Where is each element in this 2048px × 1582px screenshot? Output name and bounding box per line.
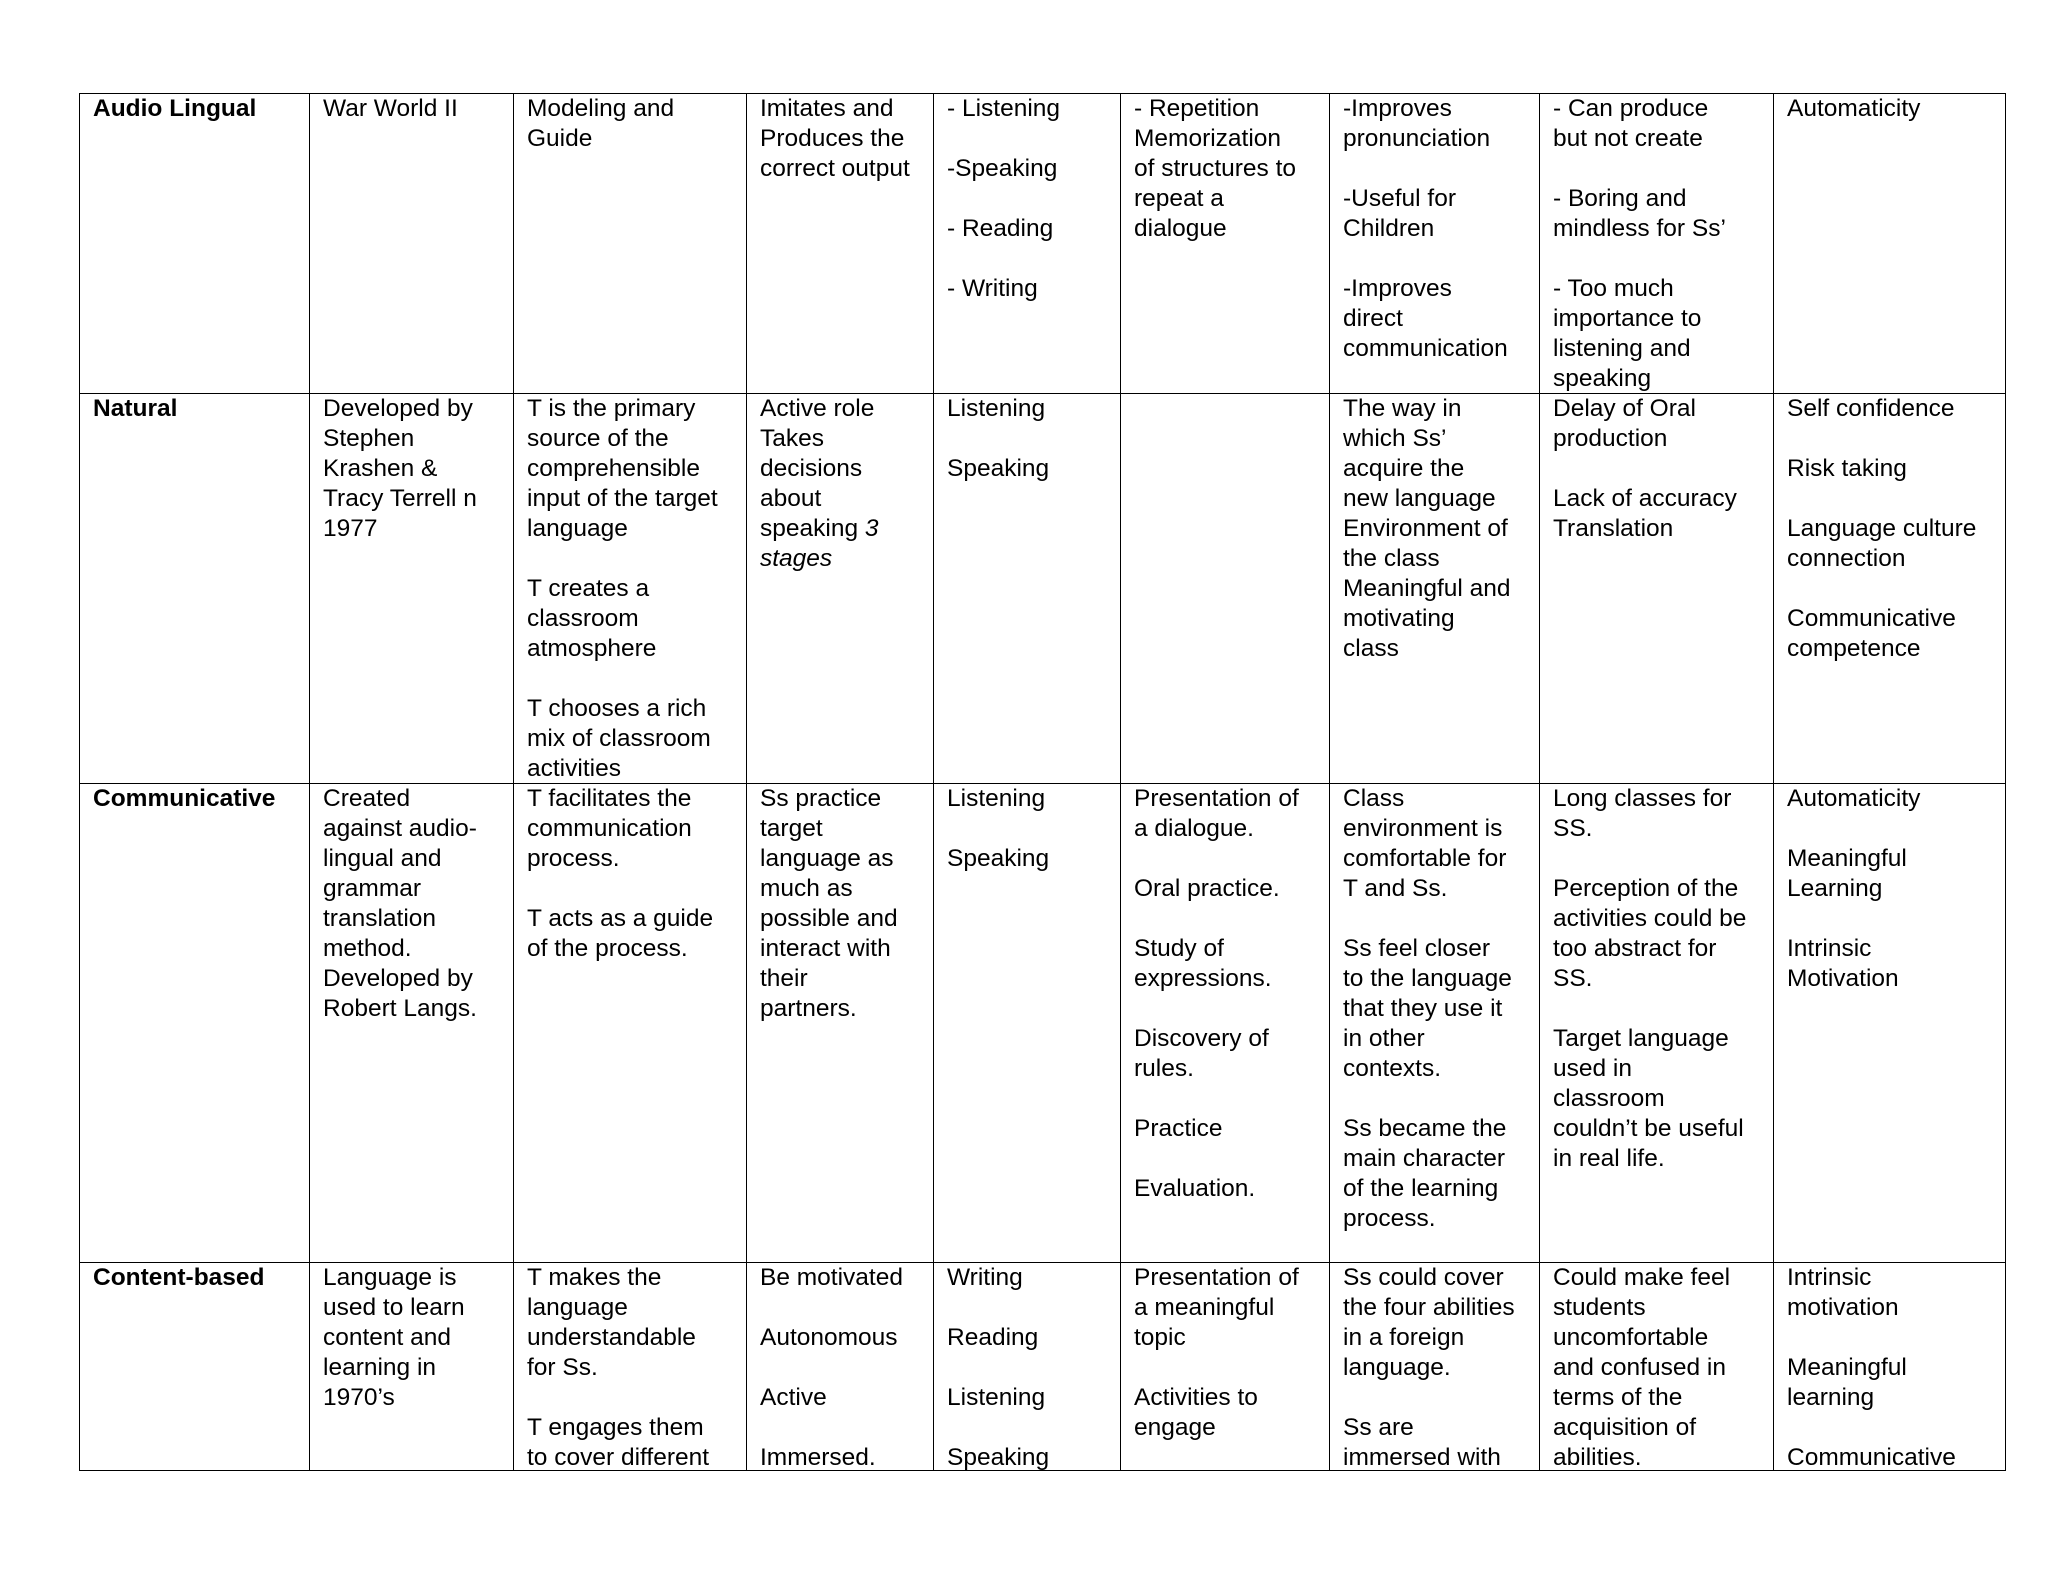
table-cell bbox=[514, 1263, 747, 1471]
table-cell bbox=[1121, 1263, 1330, 1471]
cell-text: Created against audio- lingual and grammar translation method. Developed by Robert Langs. bbox=[323, 785, 477, 1022]
table-cell bbox=[1330, 94, 1540, 394]
cell-text: Could make feel students uncomfortable and confused in terms of the acquisition of abilities. bbox=[1553, 1264, 1731, 1470]
table-cell bbox=[747, 784, 934, 1263]
table-cell bbox=[747, 1263, 934, 1471]
teaching-methods-table bbox=[79, 93, 2006, 1471]
table-cell bbox=[1330, 394, 1540, 784]
cell-text: The way in which Ss’ acquire the new language Environment of the class Meaningful and motivating class bbox=[1343, 395, 1511, 662]
cell-text: Listening Speaking bbox=[947, 785, 1050, 872]
method-name-cell bbox=[80, 394, 310, 784]
cell-text: Language is used to learn content and learning in 1970’s bbox=[323, 1264, 465, 1411]
table-cell bbox=[1774, 1263, 2006, 1471]
cell-text: Natural bbox=[93, 395, 178, 422]
table-cell bbox=[514, 94, 747, 394]
table-row bbox=[80, 94, 2006, 394]
cell-text: Imitates and Produces the correct output bbox=[760, 95, 910, 182]
cell-text: War World II bbox=[323, 95, 458, 122]
table-row bbox=[80, 784, 2006, 1263]
cell-text: Content-based bbox=[93, 1264, 265, 1291]
table-row bbox=[80, 394, 2006, 784]
table-cell bbox=[1540, 784, 1774, 1263]
cell-text: Ss could cover the four abilities in a foreign language. Ss are immersed with bbox=[1343, 1264, 1515, 1470]
table-cell bbox=[1540, 394, 1774, 784]
cell-text: Self confidence Risk taking Language culture connection Communicative competence bbox=[1787, 395, 1977, 662]
cell-text: Automaticity Meaningful Learning Intrinsic Motivation bbox=[1787, 785, 1921, 992]
table-cell bbox=[934, 94, 1121, 394]
cell-text: Ss practice target language as much as possible and interact with their partners. bbox=[760, 785, 898, 1022]
cell-text: T makes the language understandable for Ss. T engages them to cover different bbox=[527, 1264, 710, 1470]
cell-text: Presentation of a dialogue. Oral practice. Study of expressions. Discovery of rules. Practice Evaluation. bbox=[1134, 785, 1299, 1202]
method-name-cell bbox=[80, 94, 310, 394]
table-cell bbox=[1774, 784, 2006, 1263]
table-cell bbox=[1540, 1263, 1774, 1471]
cell-text: -Improves pronunciation -Useful for Children -Improves direct communication bbox=[1343, 95, 1508, 362]
cell-text: T facilitates the communication process. T acts as a guide of the process. bbox=[527, 785, 714, 962]
cell-text: Audio Lingual bbox=[93, 95, 257, 122]
cell-text: T is the primary source of the comprehensible input of the target language T creates a classroom atmosphere T chooses a rich mix of classroom activities bbox=[527, 395, 718, 782]
table-cell bbox=[1774, 394, 2006, 784]
table-cell bbox=[934, 394, 1121, 784]
table-cell bbox=[747, 394, 934, 784]
cell-text: Class environment is comfortable for T and Ss. Ss feel closer to the language that they use it in other contexts. Ss became the main character of the learning process. bbox=[1343, 785, 1512, 1232]
cell-text: Automaticity bbox=[1787, 95, 1921, 122]
cell-text: Be motivated Autonomous Active Immersed. bbox=[760, 1264, 903, 1470]
table-cell bbox=[310, 94, 514, 394]
table-cell bbox=[514, 784, 747, 1263]
table-cell bbox=[1774, 94, 2006, 394]
cell-text: Presentation of a meaningful topic Activities to engage bbox=[1134, 1264, 1299, 1441]
table-cell bbox=[310, 784, 514, 1263]
table-cell bbox=[934, 1263, 1121, 1471]
table-cell bbox=[1330, 784, 1540, 1263]
cell-text: - Listening -Speaking - Reading - Writing bbox=[947, 95, 1061, 302]
cell-text: Long classes for SS. Perception of the activities could be too abstract for SS. Target language used in classroom couldn’t be useful in real life. bbox=[1553, 785, 1747, 1172]
cell-text: Writing Reading Listening Speaking bbox=[947, 1264, 1050, 1470]
cell-text: Communicative bbox=[93, 785, 276, 812]
italic-note-word: stages bbox=[760, 545, 833, 572]
table-cell bbox=[1121, 94, 1330, 394]
cell-text: Listening Speaking bbox=[947, 395, 1050, 482]
cell-text: Delay of Oral production Lack of accuracy Translation bbox=[1553, 395, 1737, 542]
cell-text: Developed by Stephen Krashen & Tracy Terrell n 1977 bbox=[323, 395, 477, 542]
table-cell bbox=[1121, 394, 1330, 784]
cell-text: Intrinsic motivation Meaningful learning Communicative bbox=[1787, 1264, 1956, 1470]
cell-text: Active role Takes decisions about speaking bbox=[760, 395, 875, 542]
italic-note-number: 3 bbox=[864, 515, 879, 542]
table-cell bbox=[1330, 1263, 1540, 1471]
table-cell bbox=[514, 394, 747, 784]
table-cell bbox=[934, 784, 1121, 1263]
table-cell bbox=[1540, 94, 1774, 394]
table-cell bbox=[310, 394, 514, 784]
cell-text: - Repetition Memorization of structures to repeat a dialogue bbox=[1134, 95, 1297, 242]
table-row bbox=[80, 1263, 2006, 1471]
cell-text: - Can produce but not create - Boring and mindless for Ss’ - Too much importance to listening and speaking bbox=[1553, 95, 1726, 392]
table-cell bbox=[747, 94, 934, 394]
method-name-cell bbox=[80, 1263, 310, 1471]
table-cell bbox=[310, 1263, 514, 1471]
cell-text: Modeling and Guide bbox=[527, 95, 675, 152]
table-cell bbox=[1121, 784, 1330, 1263]
method-name-cell bbox=[80, 784, 310, 1263]
